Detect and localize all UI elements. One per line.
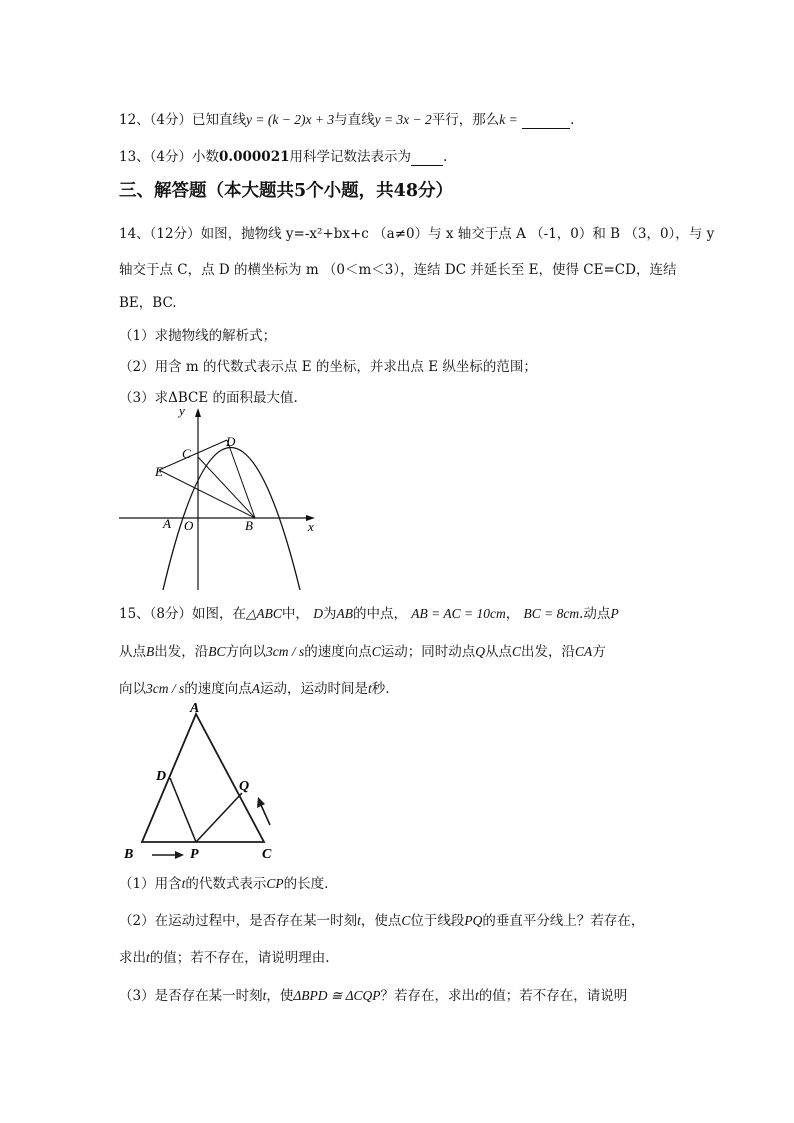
arrow-bp-head <box>175 851 184 859</box>
q15-l2-d: 方向以 <box>225 644 267 660</box>
label-c: C <box>262 847 272 862</box>
q12-equation-2: y = 3x − 2 <box>374 112 432 127</box>
q13-answer-blank[interactable] <box>411 149 443 166</box>
q15-l1-d: D <box>313 606 323 621</box>
q15-l1-g: .动点 <box>579 606 611 622</box>
q15-s1-t: t <box>181 876 186 891</box>
q15-l1-abc: △ABC <box>246 606 282 621</box>
q13-number: 0.000021 <box>219 149 290 165</box>
q14-sub-3: （3）求ΔBCE 的面积最大值. <box>119 390 298 406</box>
q15-l2-i: 方 <box>592 644 606 660</box>
arrow-cq <box>261 805 270 825</box>
q15-s2-b: ，使点 <box>360 913 402 929</box>
q15-l1-b: 中， <box>281 606 309 622</box>
q15-l2-h: 出发，沿 <box>521 644 576 660</box>
q15-s3-b: ，使 <box>266 988 294 1004</box>
q14-line-2: 轴交于点 C，点 D 的横坐标为 m （0＜m＜3），连结 DC 并延长至 E，使得 CE=CD，连结 <box>119 262 677 278</box>
q15-l2-bc: BC <box>208 644 226 659</box>
q15-s3-a: （3）是否存在某一时刻 <box>119 988 263 1004</box>
q15-l2-f: 运动；同时动点 <box>380 644 476 660</box>
q15-l3-v: 3cm / s <box>146 681 185 696</box>
q15-l1-f: ， <box>505 606 520 622</box>
q15-sub-3 <box>119 984 627 1004</box>
q15-l2-c3: C <box>512 644 522 659</box>
q12-end: . <box>570 112 575 128</box>
label-d: D <box>156 769 167 784</box>
label-a: A <box>190 701 200 716</box>
segment-ed <box>159 440 227 470</box>
q15-l2-b: B <box>146 644 155 659</box>
label-x: x <box>308 519 314 534</box>
q15-s3-c: ？若存在，求出 <box>380 988 476 1004</box>
q15-l3-A: A <box>251 681 260 696</box>
q12-k: k = <box>499 112 518 127</box>
q15-l2-e: 的速度向点 <box>304 644 372 660</box>
q15-l3-c: 运动，运动时间是 <box>260 681 368 697</box>
segment-cb <box>198 457 255 518</box>
label-c: C <box>182 446 191 461</box>
q15-s2l2-t: t <box>146 950 150 965</box>
q15-s2-e: 的垂直平分线上？若存在， <box>482 913 645 929</box>
label-p: P <box>190 847 199 862</box>
q15-s3-d: 的值；若不存在，请说明 <box>478 988 628 1004</box>
q15-l1-a: 15、（8分）如图，在 <box>119 606 247 622</box>
q15-s1-b: 的代数式表示 <box>185 876 267 892</box>
q15-s2-a: （2）在运动过程中，是否存在某一时刻 <box>119 913 358 929</box>
q15-l1-p: P <box>610 606 619 621</box>
q15-l2-a: 从点 <box>119 644 146 660</box>
q15-s2l2-b: 的值；若不存在，请说明理由. <box>149 950 330 966</box>
q14-parabola-figure <box>115 400 325 595</box>
question-13 <box>119 145 447 166</box>
q15-s3-t2: t <box>475 988 479 1003</box>
q15-l1-e: 的中点， <box>352 606 407 622</box>
segment-dp <box>170 778 196 842</box>
q14-sub-1: （1）求抛物线的解析式； <box>119 328 277 344</box>
q15-l3-a: 向以 <box>119 681 146 697</box>
q15-s1-c: 的长度. <box>283 876 329 892</box>
q15-s3-t: t <box>262 988 267 1003</box>
q15-l3-d: 秒. <box>371 681 390 697</box>
q15-sub-2-line-2 <box>119 946 330 966</box>
q15-s2-pq: PQ <box>464 913 483 928</box>
segment-pq <box>196 793 242 842</box>
q15-l1-eq2: BC = 8cm <box>523 606 580 621</box>
q12-answer-blank[interactable] <box>522 112 570 129</box>
q15-triangle-figure <box>118 698 288 868</box>
q15-l2-q: Q <box>475 644 486 659</box>
q15-l2-c2: C <box>371 644 381 659</box>
label-d: D <box>226 434 236 449</box>
label-a: A <box>163 516 171 531</box>
q15-l1-c: 为 <box>322 606 337 622</box>
label-o: O <box>184 518 194 533</box>
q13-end: . <box>442 149 448 165</box>
q15-l3-b: 的速度向点 <box>184 681 252 697</box>
q15-s2-d: 位于线段 <box>410 913 465 929</box>
q15-s2-t: t <box>357 913 361 928</box>
q15-l2-c: 出发，沿 <box>154 644 209 660</box>
q12-prefix: 12、（4分）已知直线 <box>119 112 247 128</box>
q14-sub-2: （2）用含 m 的代数式表示点 E 的坐标，并求出点 E 纵坐标的范围； <box>119 359 537 375</box>
q15-l1-eq1: AB = AC = 10cm <box>411 606 506 621</box>
q12-suffix: 平行，那么 <box>431 112 500 128</box>
q14-line-3: BE，BC. <box>119 295 177 311</box>
q15-s1-a: （1）用含 <box>119 876 182 892</box>
q15-line-1 <box>119 602 619 622</box>
q15-l1-ab: AB <box>336 606 353 621</box>
label-e: E <box>155 464 163 479</box>
q15-s1-cp: CP <box>266 876 284 891</box>
label-y: y <box>179 403 185 418</box>
q15-line-3 <box>119 677 390 697</box>
q14-line-1: 14、（12分）如图，抛物线 y=-x²+bx+c （a≠0）与 x 轴交于点 A （-1，0）和 B （3，0），与 y <box>119 226 715 242</box>
q15-l2-v: 3cm / s <box>266 644 305 659</box>
q13-prefix: 13、（4分）小数 <box>119 149 220 165</box>
q12-equation-1: y = (k − 2)x + 3 <box>246 112 335 127</box>
q15-s2-c: C <box>401 913 411 928</box>
label-b: B <box>245 518 253 533</box>
q12-mid: 与直线 <box>334 112 375 128</box>
q15-sub-2 <box>119 909 644 929</box>
question-12 <box>119 108 574 129</box>
q15-sub-1 <box>119 872 328 892</box>
q15-l2-g: 从点 <box>485 644 513 660</box>
label-q: Q <box>239 779 250 794</box>
q15-s3-eq: ΔBPD ≅ ΔCQP <box>293 988 381 1003</box>
q15-line-2 <box>119 640 606 660</box>
section-3-heading: 三、解答题（本大题共5个小题，共48分） <box>119 181 454 201</box>
q15-s2l2-a: 求出 <box>119 950 146 966</box>
label-b: B <box>124 847 134 862</box>
q15-l2-ca: CA <box>575 644 593 659</box>
y-axis-arrow <box>195 408 201 417</box>
q15-l3-t: t <box>368 681 372 696</box>
q13-text: 用科学记数法表示为 <box>289 149 411 165</box>
